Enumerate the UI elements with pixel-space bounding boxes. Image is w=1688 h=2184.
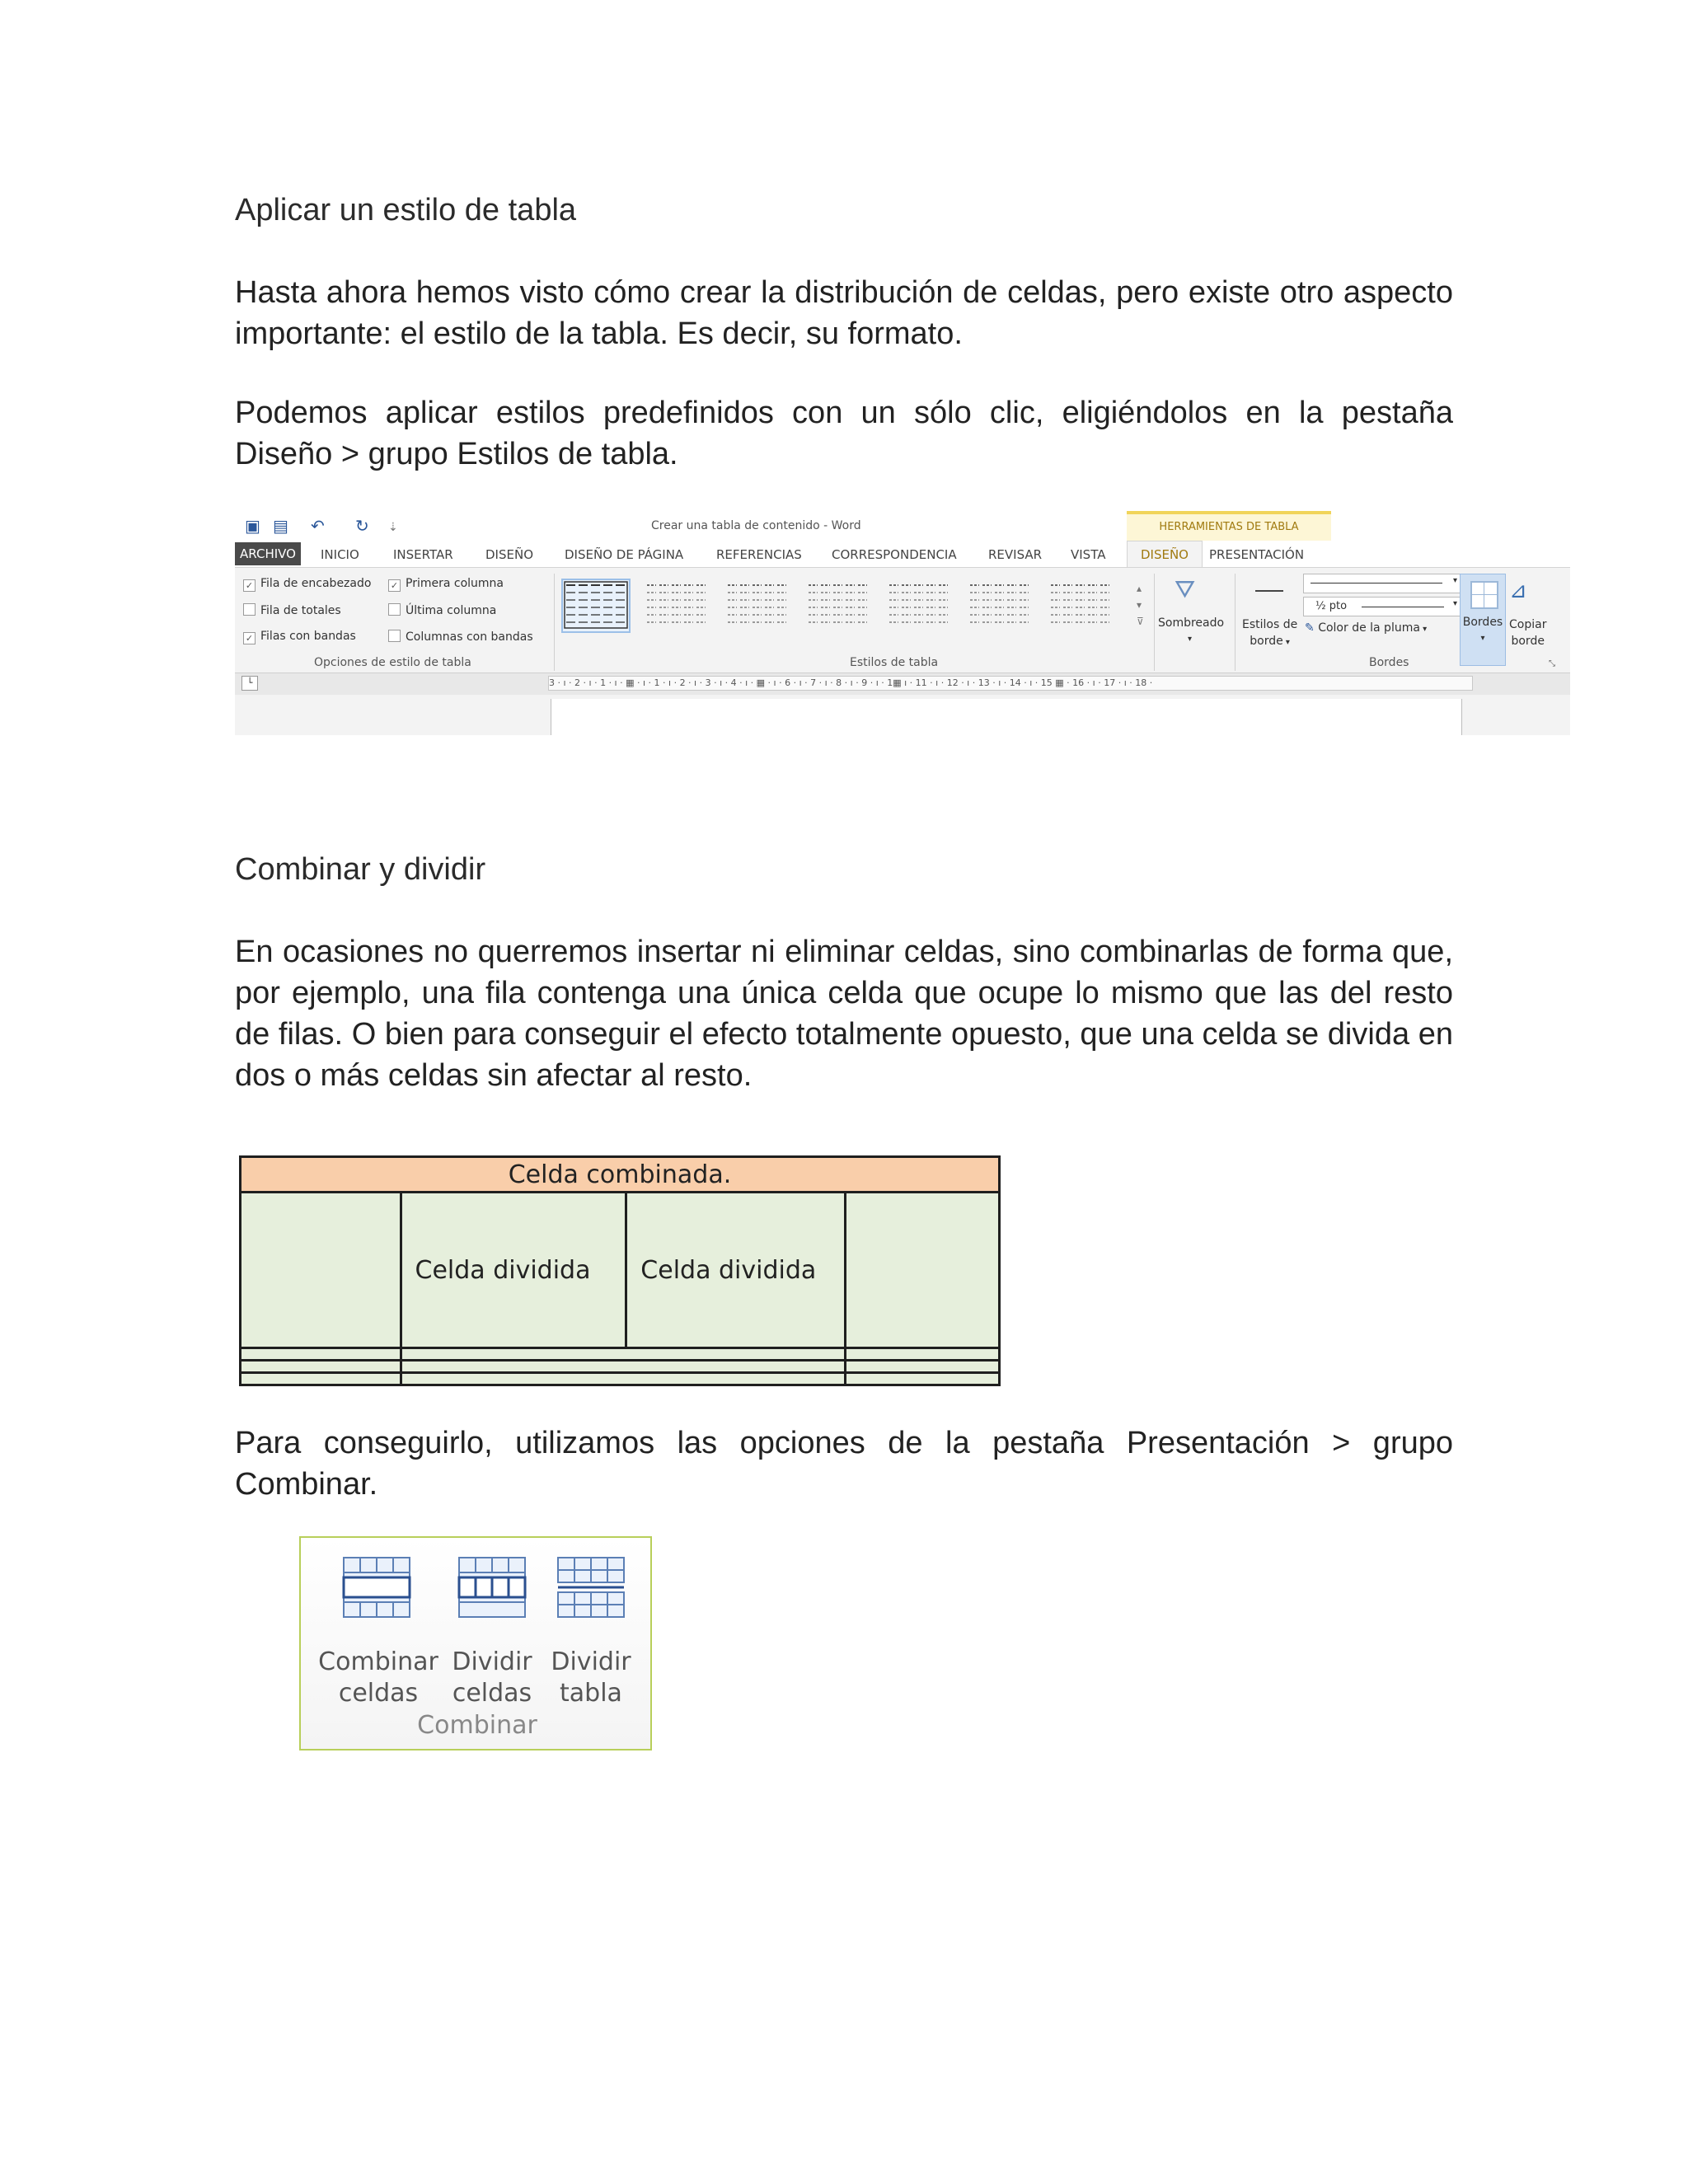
checkbox-label: Última columna <box>406 604 497 617</box>
pen-icon: ✎ <box>1305 621 1315 635</box>
title-bar <box>235 511 1570 541</box>
checkbox-header-row[interactable] <box>243 577 371 592</box>
checkbox-label: Primera columna <box>406 577 504 590</box>
checkbox-banded-rows[interactable] <box>243 630 356 644</box>
split-cell: Celda dividida <box>626 1193 846 1348</box>
tab-diseno-de-pagina[interactable]: DISEÑO DE PÁGINA <box>565 547 684 562</box>
table-style-thumbnail[interactable] <box>563 580 629 631</box>
unchecked-icon <box>388 630 401 642</box>
table-cell <box>846 1361 1000 1373</box>
dialog-launcher-icon[interactable]: ⤡ <box>1549 659 1555 668</box>
border-styles-label-2: borde <box>1250 635 1283 648</box>
tab-diseno[interactable]: DISEÑO <box>485 547 534 562</box>
table-cell <box>846 1193 1000 1348</box>
group-label-combinar: Combinar <box>417 1711 537 1740</box>
paragraph-merge-explanation: En ocasiones no querremos insertar ni eliminar celdas, sino combinarlas de forma que, por ejemplo, una fila contenga una única celda que ocupe lo mismo que las del resto de filas. O bien para conseguir el efecto totalmente opuesto, que una celda se divida en dos o más celdas sin afectar al resto. <box>235 935 1453 1093</box>
merge-cells-icon <box>344 1558 410 1617</box>
paragraph-apply-styles: Podemos aplicar estilos predefinidos con un sólo clic, eligiéndolos en la pestaña Diseño > grupo Estilos de tabla. <box>235 396 1453 471</box>
border-styles-label: Estilos de <box>1242 618 1298 631</box>
table-cell <box>241 1361 401 1373</box>
checkbox-last-column[interactable] <box>388 603 496 617</box>
borders-button[interactable] <box>1460 574 1506 666</box>
line-weight-dropdown[interactable] <box>1303 597 1461 616</box>
checkbox-first-column[interactable] <box>388 577 504 592</box>
checkbox-label: Fila de encabezado <box>260 577 372 590</box>
table-cell <box>241 1373 401 1385</box>
borders-label: Bordes <box>1462 616 1503 629</box>
borders-icon <box>1470 581 1498 609</box>
group-separator <box>1154 574 1155 671</box>
table-style-icon <box>563 580 629 631</box>
gallery-scroll-icon[interactable]: ▴ ▾ ⊽ <box>1137 583 1144 627</box>
table-row <box>241 1348 1000 1361</box>
table-style-icon <box>886 580 952 631</box>
split-table-button[interactable] <box>543 1647 639 1709</box>
paragraph-combinar-instructions: Para conseguirlo, utilizamos las opciones de la pestaña Presentación > grupo Combinar. <box>235 1426 1453 1502</box>
merge-cells-button[interactable] <box>314 1647 443 1709</box>
table-row <box>241 1361 1000 1373</box>
tab-selector-icon[interactable]: └ <box>241 676 258 691</box>
checkbox-total-row[interactable] <box>243 603 341 617</box>
tab-inicio[interactable]: INICIO <box>321 547 359 562</box>
group-label-table-styles: Estilos de tabla <box>850 656 939 669</box>
border-painter-icon: ⊿ <box>1509 579 1527 603</box>
chevron-down-icon: ▾ <box>1282 638 1290 647</box>
tab-vista[interactable]: VISTA <box>1071 547 1106 562</box>
table-style-thumbnail[interactable] <box>967 580 1033 631</box>
table-style-icon <box>805 580 871 631</box>
word-ribbon-screenshot <box>235 511 1570 735</box>
merge-cells-label-2: celdas <box>338 1679 419 1708</box>
merged-cell: Celda combinada. <box>241 1157 1000 1193</box>
undo-icon[interactable]: ↶ <box>311 516 325 536</box>
table-style-thumbnail[interactable] <box>724 580 790 631</box>
table-style-icon <box>1048 580 1114 631</box>
chevron-down-icon: ▾ <box>1188 635 1193 644</box>
tab-correspondencia[interactable]: CORRESPONDENCIA <box>832 547 957 562</box>
tab-referencias[interactable]: REFERENCIAS <box>716 547 802 562</box>
paragraph-intro: Hasta ahora hemos visto cómo crear la distribución de celdas, pero existe otro aspecto importante: el estilo de la tabla. Es decir, su formato. <box>235 275 1453 351</box>
split-cells-icon <box>459 1558 525 1617</box>
table-style-icon <box>967 580 1033 631</box>
checkbox-banded-columns[interactable] <box>388 630 533 644</box>
checkbox-label: Columnas con bandas <box>406 630 533 644</box>
table-row <box>241 1157 1000 1193</box>
tab-archivo[interactable]: ARCHIVO <box>235 542 301 565</box>
group-separator <box>554 574 555 671</box>
table-row <box>241 1193 1000 1348</box>
checked-icon: ✓ <box>243 632 256 644</box>
split-cells-label-2: celdas <box>452 1679 532 1708</box>
table-style-thumbnail[interactable] <box>805 580 871 631</box>
word-icon: ▣ <box>245 516 260 536</box>
table-row <box>241 1373 1000 1385</box>
line-style-dropdown[interactable] <box>1303 574 1461 593</box>
checkbox-label: Filas con bandas <box>260 630 356 643</box>
unchecked-icon <box>388 603 401 616</box>
split-cell: Celda dividida <box>401 1193 626 1348</box>
shading-bucket-icon: ⛛ <box>1175 575 1196 604</box>
merge-cells-label: Combinar <box>318 1647 438 1676</box>
checked-icon: ✓ <box>388 579 401 592</box>
combinar-group-image <box>299 1536 652 1750</box>
split-table-label-2: tabla <box>560 1679 622 1708</box>
chevron-down-icon: ▾ <box>1480 634 1485 643</box>
border-painter-button[interactable] <box>1509 616 1546 649</box>
border-line-icon <box>1255 590 1283 592</box>
split-cells-button[interactable] <box>444 1647 540 1709</box>
table-cell <box>241 1193 401 1348</box>
customize-quick-access-icon[interactable]: ⇣ <box>388 521 398 534</box>
table-style-thumbnail[interactable] <box>644 580 710 631</box>
table-cell <box>846 1348 1000 1361</box>
section-heading-merge-split: Combinar y dividir <box>235 852 486 887</box>
table-cell <box>401 1348 846 1361</box>
tab-insertar[interactable]: INSERTAR <box>393 547 453 562</box>
group-separator <box>1235 574 1236 671</box>
save-icon[interactable]: ▤ <box>273 516 288 536</box>
border-painter-label: Copiar <box>1509 618 1547 631</box>
table-cell <box>401 1373 846 1385</box>
table-cell <box>846 1373 1000 1385</box>
split-cells-label: Dividir <box>452 1647 532 1676</box>
border-styles-button[interactable] <box>1242 616 1297 651</box>
tab-presentacion[interactable]: PRESENTACIÓN <box>1209 547 1305 562</box>
pen-color-label: Color de la pluma <box>1318 621 1420 635</box>
chevron-down-icon: ▾ <box>1452 599 1457 608</box>
document-page <box>551 699 1462 735</box>
table-style-thumbnail[interactable] <box>886 580 952 631</box>
border-painter-label-2: borde <box>1511 635 1545 648</box>
group-label-borders: Bordes <box>1369 656 1409 669</box>
merge-split-table-image <box>239 1155 1001 1386</box>
split-table-label: Dividir <box>551 1647 631 1676</box>
group-label-style-options: Opciones de estilo de tabla <box>314 656 471 669</box>
line-weight-value: ½ pto <box>1315 600 1348 612</box>
example-table <box>239 1155 1001 1386</box>
split-table-icon <box>558 1558 624 1617</box>
checkbox-label: Fila de totales <box>260 604 341 617</box>
shading-button[interactable]: Sombreado <box>1158 616 1225 630</box>
contextual-tab-label: HERRAMIENTAS DE TABLA <box>1127 511 1331 544</box>
unchecked-icon <box>243 603 256 616</box>
table-style-icon <box>644 580 710 631</box>
checked-icon: ✓ <box>243 579 256 592</box>
table-cell <box>241 1348 401 1361</box>
chevron-down-icon: ▾ <box>1419 625 1428 634</box>
window-title: Crear una tabla de contenido - Word <box>651 519 861 532</box>
horizontal-ruler[interactable]: 3 · ı · 2 · ı · 1 · ı · ▦ · ı · 1 · ı · 2 · ı · 3 · ı · 4 · ı · ▦ · ı · 6 · ı · 7 · ı · 8 · ı · 9 · ı · 1▦ ı · 11 · ı · 12 · ı · 13 · ı · 14 · ı · 15 ▦ · 16 · ı · 17 · ı · 18 · <box>548 676 1473 691</box>
table-style-icon <box>724 580 790 631</box>
chevron-down-icon: ▾ <box>1452 576 1457 585</box>
redo-icon[interactable]: ↻ <box>355 516 369 536</box>
tab-revisar[interactable]: REVISAR <box>988 547 1043 562</box>
table-cell <box>401 1361 846 1373</box>
tab-table-diseno[interactable]: DISEÑO <box>1127 541 1203 567</box>
pen-color-button[interactable] <box>1305 621 1427 635</box>
section-heading-table-style: Aplicar un estilo de tabla <box>235 193 577 227</box>
table-style-thumbnail[interactable] <box>1048 580 1114 631</box>
